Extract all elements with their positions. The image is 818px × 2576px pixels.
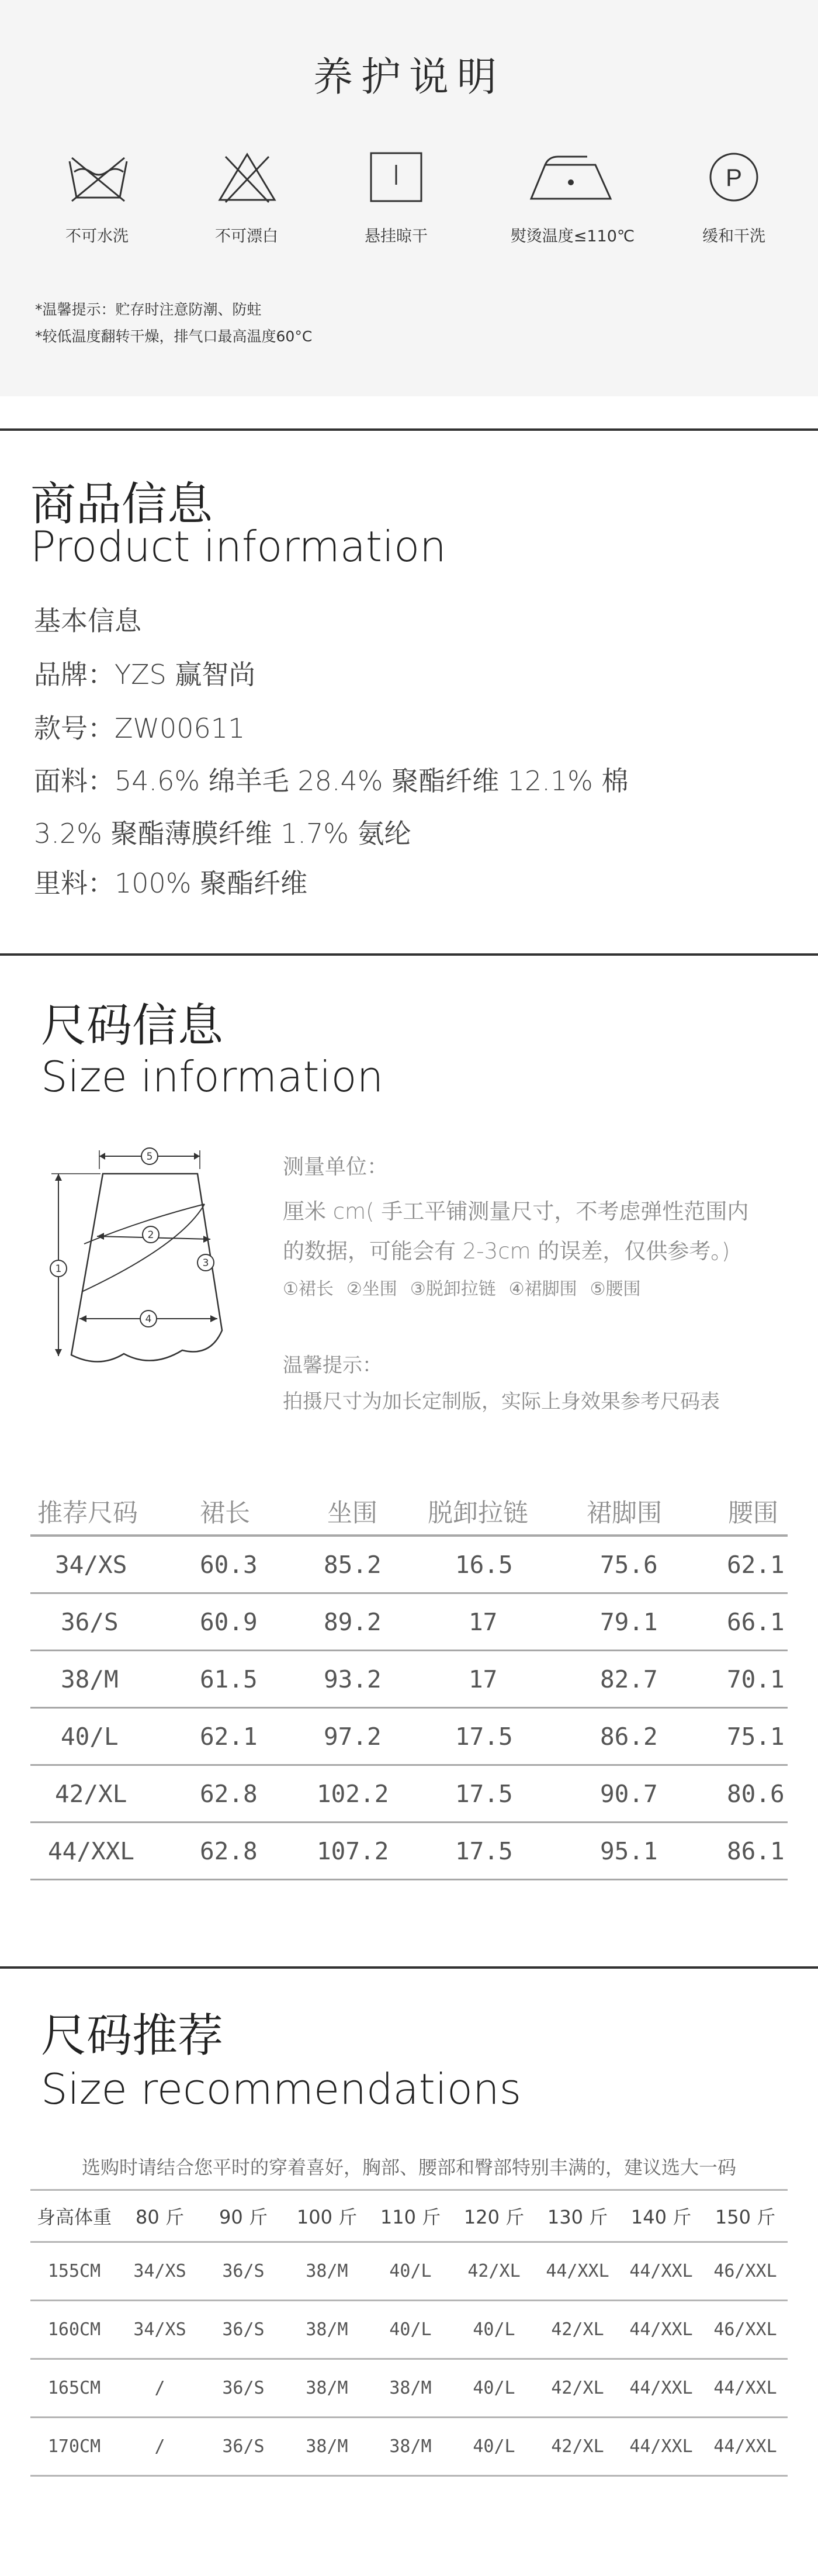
table-row	[30, 1537, 788, 1594]
table-cell: 46/XXL	[713, 2319, 777, 2340]
table-cell: 102.2	[317, 1779, 389, 1808]
table-cell: 70.1	[727, 1665, 785, 1693]
diagram-number: 4	[145, 1313, 152, 1325]
tip-label: 温馨提示：	[283, 1354, 382, 1377]
table-header: 110 斤	[380, 2206, 441, 2228]
table-cell: 36/S	[222, 2261, 265, 2281]
table-cell: 66.1	[727, 1607, 785, 1636]
table-row	[30, 2243, 788, 2301]
table-cell: 38/M	[306, 2378, 348, 2398]
info-line: 面料：54.6% 绵羊毛 28.4% 聚酯纤维 12.1% 棉	[34, 765, 629, 797]
table-cell: 95.1	[600, 1837, 658, 1865]
table-cell: 42/XL	[551, 2319, 604, 2340]
table-header: 腰围	[728, 1498, 778, 1528]
table-cell: 86.2	[600, 1722, 658, 1751]
table-cell: 40/L	[389, 2261, 432, 2281]
table-cell: 44/XXL	[629, 2261, 693, 2281]
legend-item: ①裙长	[283, 1279, 334, 1299]
table-header: 130 斤	[547, 2206, 608, 2228]
svg-text:P: P	[725, 164, 743, 191]
table-row	[30, 2418, 788, 2477]
table-cell: 97.2	[324, 1722, 382, 1751]
table-cell: 75.1	[727, 1722, 785, 1751]
size-table	[30, 1488, 788, 1880]
table-cell: 40/L	[389, 2319, 432, 2340]
table-row	[30, 2301, 788, 2360]
table-cell: 17	[469, 1665, 498, 1693]
diagram-number: 3	[202, 1257, 209, 1269]
table-cell: 36/S	[222, 2319, 265, 2340]
no-bleach-icon	[200, 151, 294, 209]
table-cell: 34/XS	[133, 2261, 186, 2281]
diagram-number: 5	[146, 1151, 153, 1163]
recommend-table	[30, 2189, 788, 2477]
table-cell: 75.6	[600, 1550, 658, 1579]
table-cell: 44/XXL	[546, 2261, 609, 2281]
table-row	[30, 1594, 788, 1651]
diagram-number: 1	[55, 1263, 62, 1275]
care-tip: *温馨提示：贮存时注意防潮、防蛀	[35, 301, 262, 318]
section-divider	[0, 953, 818, 956]
table-cell: 61.5	[200, 1665, 258, 1693]
table-cell: 46/XXL	[713, 2261, 777, 2281]
legend-item: ④裙脚围	[508, 1279, 577, 1299]
table-cell: 44/XXL	[629, 2319, 693, 2340]
care-title: 养护说明	[313, 54, 505, 101]
table-cell: 17	[469, 1607, 498, 1636]
table-cell: 17.5	[455, 1722, 513, 1751]
info-line: 品牌：YZS 赢智尚	[34, 659, 256, 690]
table-cell: 40/L	[473, 2319, 515, 2340]
table-header: 150 斤	[715, 2206, 776, 2228]
line-dry-icon	[349, 151, 443, 209]
table-cell: 16.5	[455, 1550, 513, 1579]
info-line: 里料：100% 聚酯纤维	[34, 867, 308, 899]
table-cell: 40/L	[473, 2378, 515, 2398]
iron-low-icon	[520, 151, 625, 209]
table-cell: 17.5	[455, 1779, 513, 1808]
care-label: 悬挂晾干	[365, 227, 428, 246]
table-header: 裙长	[200, 1498, 250, 1528]
unit-line: 的数据，可能会有 2-3cm 的误差，仅供参考。)	[283, 1239, 730, 1264]
table-cell: 155CM	[47, 2261, 101, 2281]
table-header: 80 斤	[136, 2206, 184, 2228]
unit-line: 厘米 cm( 手工平铺测量尺寸，不考虑弹性范围内	[283, 1199, 749, 1224]
table-cell: 62.8	[200, 1779, 258, 1808]
care-label: 不可漂白	[215, 227, 278, 246]
recommend-table-header	[30, 2189, 788, 2243]
table-cell: 89.2	[324, 1607, 382, 1636]
skirt-diagram	[35, 1140, 245, 1391]
table-cell: 42/XL	[551, 2436, 604, 2457]
table-header: 140 斤	[630, 2206, 692, 2228]
care-label: 熨烫温度≤110℃	[510, 227, 635, 246]
diagram-number: 2	[147, 1229, 154, 1241]
no-wash-icon	[51, 151, 145, 209]
care-tip: *较低温度翻转干燥，排气口最高温度60°C	[35, 328, 313, 345]
table-cell: 79.1	[600, 1607, 658, 1636]
table-cell: 44/XXL	[713, 2436, 777, 2457]
tip-text: 拍摄尺寸为加长定制版，实际上身效果参考尺码表	[283, 1390, 720, 1413]
gentle-dry-clean-icon	[687, 151, 781, 209]
size-title-cn: 尺码信息	[41, 1000, 224, 1052]
table-cell: 60.3	[200, 1550, 258, 1579]
table-cell: 42/XL	[551, 2378, 604, 2398]
table-cell: 40/L	[473, 2436, 515, 2457]
table-row	[30, 1709, 788, 1766]
info-line: 3.2% 聚酯薄膜纤维 1.7% 氨纶	[34, 818, 411, 849]
table-cell: 62.1	[200, 1722, 258, 1751]
legend-item: ②坐围	[346, 1279, 397, 1299]
table-header: 120 斤	[463, 2206, 525, 2228]
table-cell: 34/XS	[55, 1550, 127, 1579]
table-cell: 170CM	[47, 2436, 101, 2457]
product-title-en: Product information	[30, 522, 446, 571]
table-cell: 107.2	[317, 1837, 389, 1865]
table-cell: 60.9	[200, 1607, 258, 1636]
table-header: 裙脚围	[587, 1498, 662, 1528]
table-cell: 62.8	[200, 1837, 258, 1865]
product-title-cn: 商品信息	[30, 478, 213, 531]
table-header: 坐围	[327, 1498, 377, 1528]
table-row	[30, 1651, 788, 1709]
recommend-note: 选购时请结合您平时的穿着喜好，胸部、腰部和臀部特别丰满的，建议选大一码	[81, 2156, 736, 2179]
table-cell: 38/M	[61, 1665, 119, 1693]
table-cell: /	[154, 2378, 165, 2398]
legend-item: ③脱卸拉链	[410, 1279, 496, 1299]
care-label: 不可水洗	[65, 227, 129, 246]
table-header: 脱卸拉链	[428, 1498, 528, 1528]
table-cell: 40/L	[61, 1722, 119, 1751]
size-title-en: Size information	[41, 1052, 384, 1101]
table-cell: 36/S	[222, 2378, 265, 2398]
table-cell: 38/M	[389, 2378, 432, 2398]
table-cell: 36/S	[61, 1607, 119, 1636]
recommend-title-cn: 尺码推荐	[41, 2010, 224, 2062]
section-divider	[0, 1966, 818, 1969]
table-cell: 165CM	[47, 2378, 101, 2398]
table-cell: 36/S	[222, 2436, 265, 2457]
table-cell: 160CM	[47, 2319, 101, 2340]
unit-label: 测量单位：	[283, 1155, 389, 1179]
table-row	[30, 1823, 788, 1880]
section-divider	[0, 428, 818, 431]
legend-item: ⑤腰围	[590, 1279, 641, 1299]
table-row	[30, 1766, 788, 1823]
size-table-header	[30, 1488, 788, 1537]
table-cell: 34/XS	[133, 2319, 186, 2340]
care-section	[0, 0, 818, 396]
table-cell: 44/XXL	[629, 2436, 693, 2457]
table-cell: 80.6	[727, 1779, 785, 1808]
table-cell: 38/M	[306, 2261, 348, 2281]
table-cell: 44/XXL	[629, 2378, 693, 2398]
table-row	[30, 2360, 788, 2418]
table-cell: 93.2	[324, 1665, 382, 1693]
table-cell: 82.7	[600, 1665, 658, 1693]
table-cell: 42/XL	[467, 2261, 521, 2281]
table-cell: 38/M	[306, 2319, 348, 2340]
table-cell: 38/M	[306, 2436, 348, 2457]
table-cell: /	[154, 2436, 165, 2457]
table-header: 身高体重	[36, 2206, 112, 2228]
table-cell: 17.5	[455, 1837, 513, 1865]
table-header: 100 斤	[296, 2206, 358, 2228]
table-cell: 86.1	[727, 1837, 785, 1865]
info-line: 基本信息	[34, 605, 141, 637]
table-cell: 62.1	[727, 1550, 785, 1579]
table-cell: 38/M	[389, 2436, 432, 2457]
recommend-title-en: Size recommendations	[41, 2065, 522, 2114]
table-header: 推荐尺码	[37, 1498, 138, 1528]
table-cell: 44/XXL	[713, 2378, 777, 2398]
table-cell: 44/XXL	[48, 1837, 135, 1865]
table-cell: 90.7	[600, 1779, 658, 1808]
info-line: 款号：ZW00611	[34, 713, 245, 744]
table-header: 90 斤	[219, 2206, 268, 2228]
table-cell: 85.2	[324, 1550, 382, 1579]
care-label: 缓和干洗	[702, 227, 765, 246]
measurement-legend	[283, 1274, 641, 1300]
table-cell: 42/XL	[55, 1779, 127, 1808]
